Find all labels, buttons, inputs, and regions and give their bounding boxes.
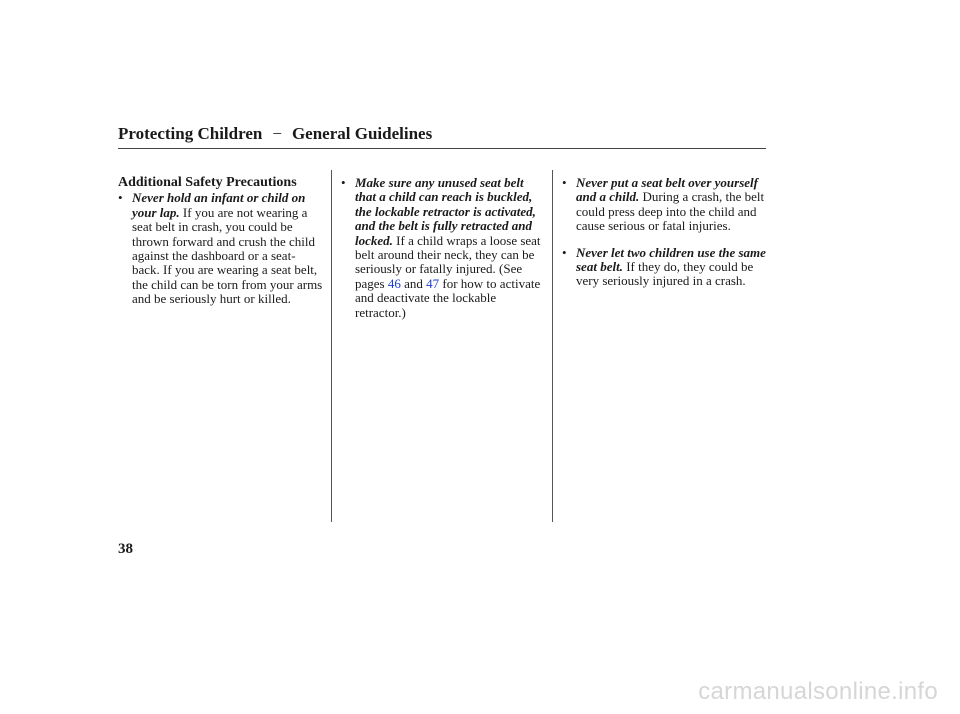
precaution-text: and — [400, 275, 427, 291]
page-title — [118, 124, 432, 144]
precaution-heading: Make sure any unused seat belt that a child can reach is buckled, the lockable retractor is activated, and the belt is fully retracted and locked. — [355, 175, 536, 248]
precaution-item — [562, 176, 772, 234]
precaution-text: for how to activate and deactivate the lockable retractor.) — [355, 275, 541, 320]
page-number: 38 — [118, 541, 133, 557]
precaution-text: If a child wraps a loose seat belt around their neck, they can be seriously or fatally injured. (See pages — [355, 232, 541, 291]
precaution-text: During a crash, the belt could press deep into the child and cause serious or fatal injuries. — [576, 189, 765, 234]
precaution-heading: Never hold an infant or child on your lap. — [132, 190, 306, 220]
bullet-icon: • — [118, 190, 123, 206]
precaution-heading: Never let two children use the same seat belt. — [576, 244, 766, 275]
precaution-heading: Never put a seat belt over yourself and a child. — [576, 175, 758, 205]
title-separator: − — [272, 124, 282, 143]
section-title: Protecting Children — [118, 124, 263, 143]
precaution-text: If you are not wearing a seat belt in crash, you could be thrown forward and crush the child against the dashboard or a seat-back. If you are wearing a seat belt, the child can be torn from your arms and be seriously hurt or killed. — [132, 204, 323, 307]
additional-precautions-heading: Additional Safety Precautions — [118, 175, 297, 190]
header-rule — [118, 148, 766, 149]
bullet-icon: • — [562, 175, 567, 190]
column-1 — [118, 176, 323, 319]
precaution-item — [562, 246, 772, 289]
column-divider-2 — [552, 170, 553, 522]
bullet-icon: • — [562, 244, 567, 260]
precaution-item — [118, 191, 323, 306]
subsection-title: General Guidelines — [291, 124, 433, 143]
precaution-item — [341, 176, 546, 320]
column-divider-1 — [331, 170, 332, 522]
column-3 — [562, 176, 772, 301]
watermark: carmanualsonline.info — [698, 678, 938, 705]
page-link-47[interactable]: 47 — [426, 275, 440, 291]
column-2 — [341, 176, 546, 332]
bullet-icon: • — [341, 175, 346, 190]
page-link-46[interactable]: 46 — [387, 275, 401, 291]
precaution-text: If they do, they could be very seriously injured in a crash. — [576, 259, 754, 289]
